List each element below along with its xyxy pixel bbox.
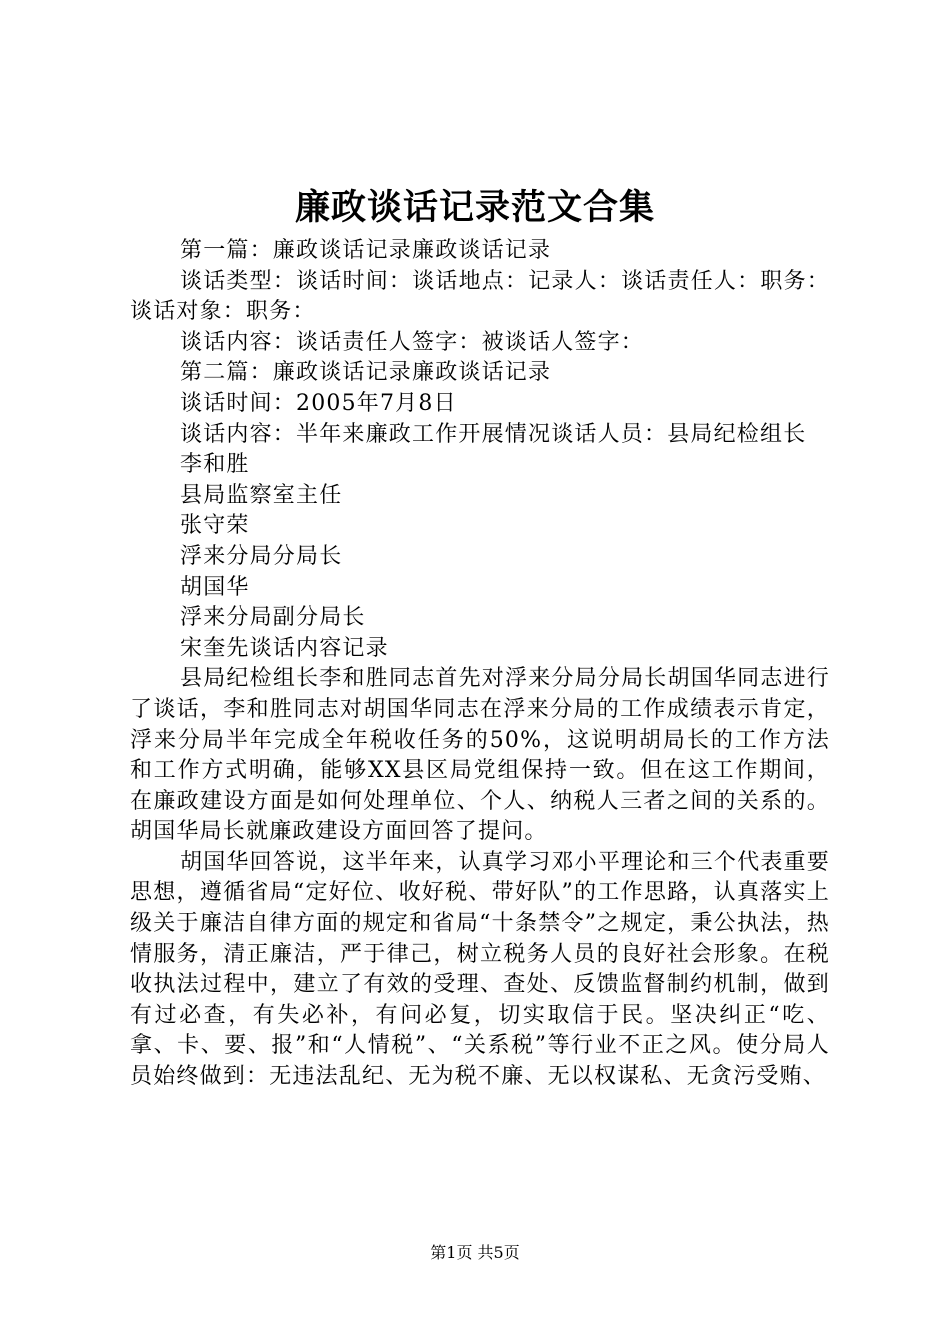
page-number-footer: 第1页 共5页 (430, 1243, 520, 1262)
paragraph-interview-content: 谈话内容：半年来廉政工作开展情况谈话人员：县局纪检组长 (180, 421, 807, 447)
paragraph-person-title: 县局监察室主任 (180, 482, 343, 508)
paragraph-body-text: 县局纪检组长李和胜同志首先对浮来分局分局长胡国华同志进行了谈话，李和胜同志对胡国华同志在浮来分局的工作成绩表示肯定，浮来分局半年完成全年税收任务的50%，这说明胡局长的工作方法和工作方式明确，能够XX县区局党组保持一致。但在这工作期间，在廉政建设方面是如何处理单位、个人、纳税人三者之间的关系的。胡国华局长就廉政建设方面回答了提问。 (130, 666, 830, 845)
paragraph-section-one-heading: 第一篇：廉政谈话记录廉政谈话记录 (180, 238, 552, 263)
paragraph-person-title: 浮来分局分局长 (180, 543, 343, 569)
paragraph-person-name: 张守荣 (180, 513, 250, 539)
paragraph-record-heading: 宋奎先谈话内容记录 (180, 635, 389, 661)
document-body (130, 236, 830, 1093)
paragraph-section-two-heading: 第二篇：廉政谈话记录廉政谈话记录 (180, 360, 552, 386)
paragraph-person-name: 胡国华 (180, 574, 250, 600)
paragraph-body-text: 胡国华回答说，这半年来，认真学习邓小平理论和三个代表重要思想，遵循省局“定好位、收好税、带好队”的工作思路，认真落实上级关于廉洁自律方面的规定和省局“十条禁令”之规定，秉公执法，热情服务，清正廉洁，严于律己，树立税务人员的良好社会形象。在税收执法过程中，建立了有效的受理、查处、反馈监督制约机制，做到有过必查，有失必补，有问必复，切实取信于民。坚决纠正“吃、拿、卡、要、报”和“人情税”、“关系税”等行业不正之风。使分局人员始终做到：无违法乱纪、无为税不廉、无以权谋私、无贪污受贿、 (130, 849, 830, 1090)
paragraph-interview-fields: 谈话类型：谈话时间：谈话地点：记录人：谈话责任人：职务：谈话对象：职务： (130, 268, 830, 325)
paragraph-person-name: 李和胜 (180, 452, 250, 478)
paragraph-interview-signatures: 谈话内容：谈话责任人签字：被谈话人签字： (180, 329, 645, 355)
paragraph-interview-date: 谈话时间：2005年7月8日 (180, 390, 457, 416)
paragraph-person-title: 浮来分局副分局长 (180, 605, 366, 631)
document-title: 廉政谈话记录范文合集 (294, 187, 655, 228)
